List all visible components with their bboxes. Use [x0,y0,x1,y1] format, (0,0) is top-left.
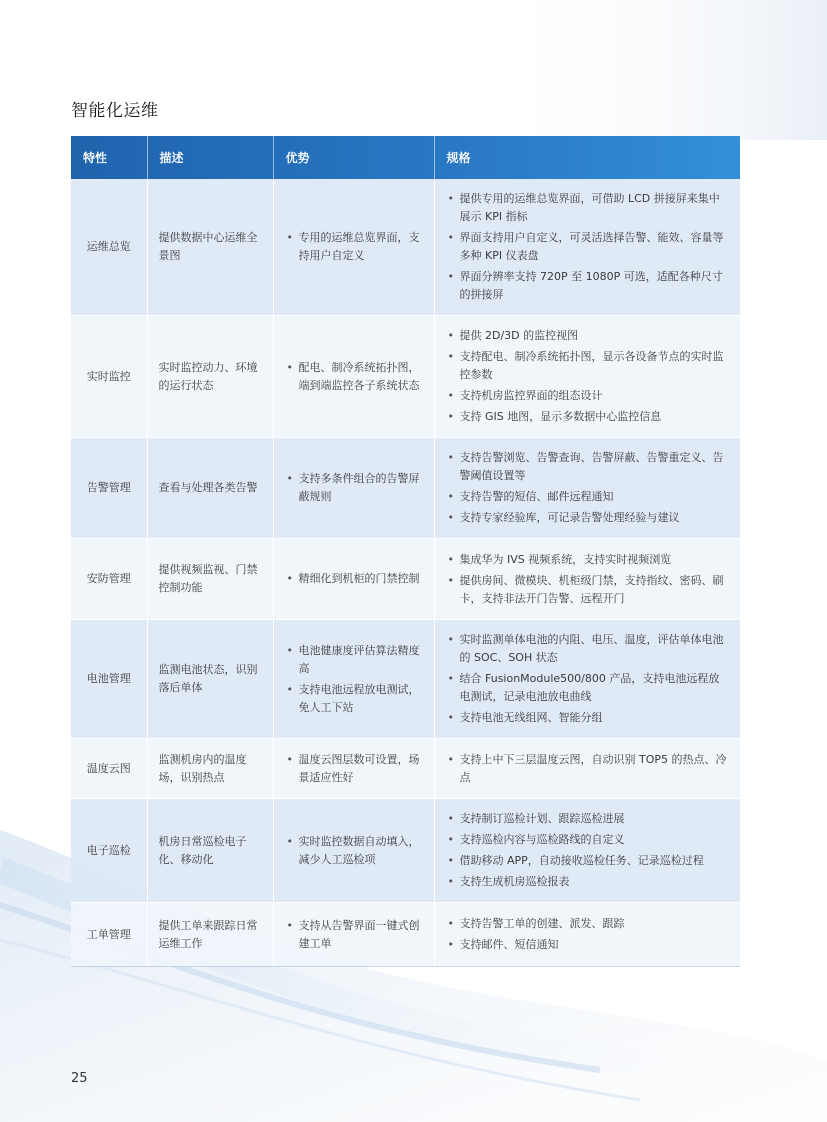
description-cell: 提供视频监视、门禁控制功能 [147,539,273,620]
list-item: • 支持从告警界面一键式创建工单 [285,917,423,953]
list-item: • 专用的运维总览界面，支持用户自定义 [285,229,423,265]
header-specs: 规格 [434,136,740,179]
specs-list [446,631,730,727]
advantages-list [285,470,423,506]
specs-cell [434,620,740,739]
advantages-list [285,570,423,588]
feature-cell: 运维总览 [71,179,147,316]
specs-cell [434,903,740,967]
specs-list [446,190,730,304]
list-item: • 界面分辨率支持 720P 至 1080P 可选，适配各种尺寸的拼接屏 [446,268,730,304]
description-cell: 监测电池状态，识别落后单体 [147,620,273,739]
description-cell: 监测机房内的温度场，识别热点 [147,739,273,799]
table-row [71,739,740,799]
advantages-list [285,917,423,953]
list-item: • 支持上中下三层温度云图，自动识别 TOP5 的热点、冷点 [446,751,730,787]
list-item: • 实时监测单体电池的内阻、电压、温度，评估单体电池的 SOC、SOH 状态 [446,631,730,667]
list-item: • 集成华为 IVS 视频系统，支持实时视频浏览 [446,551,730,569]
advantages-cell [273,438,434,539]
advantages-list [285,833,423,869]
list-item: • 支持配电、制冷系统拓扑图，显示各设备节点的实时监控参数 [446,348,730,384]
list-item: • 界面支持用户自定义，可灵活选择告警、能效、容量等多种 KPI 仪表盘 [446,229,730,265]
advantages-cell [273,539,434,620]
list-item: • 支持专家经验库，可记录告警处理经验与建议 [446,509,730,527]
advantages-cell [273,739,434,799]
table-row [71,438,740,539]
list-item: • 支持机房监控界面的组态设计 [446,387,730,405]
list-item: • 结合 FusionModule500/800 产品，支持电池远程放电测试，记录电池放电曲线 [446,670,730,706]
table-row [71,179,740,316]
list-item: • 支持告警工单的创建、派发、跟踪 [446,915,730,933]
page-number: 25 [71,1071,88,1086]
feature-cell: 电子巡检 [71,799,147,903]
advantages-cell [273,903,434,967]
advantages-cell [273,179,434,316]
feature-cell: 安防管理 [71,539,147,620]
advantages-list [285,751,423,787]
list-item: • 支持多条件组合的告警屏蔽规则 [285,470,423,506]
page-title: 智能化运维 [71,101,159,121]
table-row [71,620,740,739]
table-row [71,799,740,903]
list-item: • 支持巡检内容与巡检路线的自定义 [446,831,730,849]
list-item: • 支持制订巡检计划、跟踪巡检进展 [446,810,730,828]
table-row [71,316,740,438]
specs-list [446,915,730,954]
list-item: • 温度云图层数可设置，场景适应性好 [285,751,423,787]
specs-list [446,810,730,891]
feature-cell: 温度云图 [71,739,147,799]
list-item: • 实时监控数据自动填入，减少人工巡检项 [285,833,423,869]
description-cell: 提供数据中心运维全景图 [147,179,273,316]
specs-cell [434,539,740,620]
list-item: • 支持 GIS 地图，显示多数据中心监控信息 [446,408,730,426]
list-item: • 支持邮件、短信通知 [446,936,730,954]
feature-cell: 实时监控 [71,316,147,438]
description-cell: 查看与处理各类告警 [147,438,273,539]
advantages-list [285,229,423,265]
list-item: • 支持告警的短信、邮件远程通知 [446,488,730,506]
description-cell: 机房日常巡检电子化、移动化 [147,799,273,903]
advantages-cell [273,316,434,438]
list-item: • 电池健康度评估算法精度高 [285,642,423,678]
list-item: • 支持告警浏览、告警查询、告警屏蔽、告警重定义、告警阈值设置等 [446,449,730,485]
spec-table [71,136,740,967]
advantages-cell [273,620,434,739]
table-row [71,903,740,967]
header-description: 描述 [147,136,273,179]
list-item: • 支持电池无线组网、智能分组 [446,709,730,727]
feature-cell: 工单管理 [71,903,147,967]
list-item: • 提供 2D/3D 的监控视图 [446,327,730,345]
list-item: • 精细化到机柜的门禁控制 [285,570,423,588]
header-advantages: 优势 [273,136,434,179]
header-feature: 特性 [83,150,108,165]
specs-cell [434,179,740,316]
list-item: • 支持生成机房巡检报表 [446,873,730,891]
specs-list [446,551,730,608]
list-item: • 提供专用的运维总览界面，可借助 LCD 拼接屏来集中展示 KPI 指标 [446,190,730,226]
table-header [71,136,740,179]
table-row [71,539,740,620]
description-cell: 提供工单来跟踪日常运维工作 [147,903,273,967]
feature-cell: 告警管理 [71,438,147,539]
list-item: • 借助移动 APP，自动接收巡检任务、记录巡检过程 [446,852,730,870]
specs-list [446,327,730,426]
advantages-cell [273,799,434,903]
specs-list [446,449,730,527]
advantages-list [285,642,423,717]
specs-cell [434,438,740,539]
specs-cell [434,799,740,903]
specs-list [446,751,730,787]
list-item: • 提供房间、微模块、机柜级门禁，支持指纹、密码、刷卡，支持非法开门告警、远程开门 [446,572,730,608]
description-cell: 实时监控动力、环境的运行状态 [147,316,273,438]
specs-cell [434,739,740,799]
list-item: • 支持电池远程放电测试，免人工下站 [285,681,423,717]
advantages-list [285,359,423,395]
list-item: • 配电、制冷系统拓扑图，端到端监控各子系统状态 [285,359,423,395]
feature-cell: 电池管理 [71,620,147,739]
specs-cell [434,316,740,438]
